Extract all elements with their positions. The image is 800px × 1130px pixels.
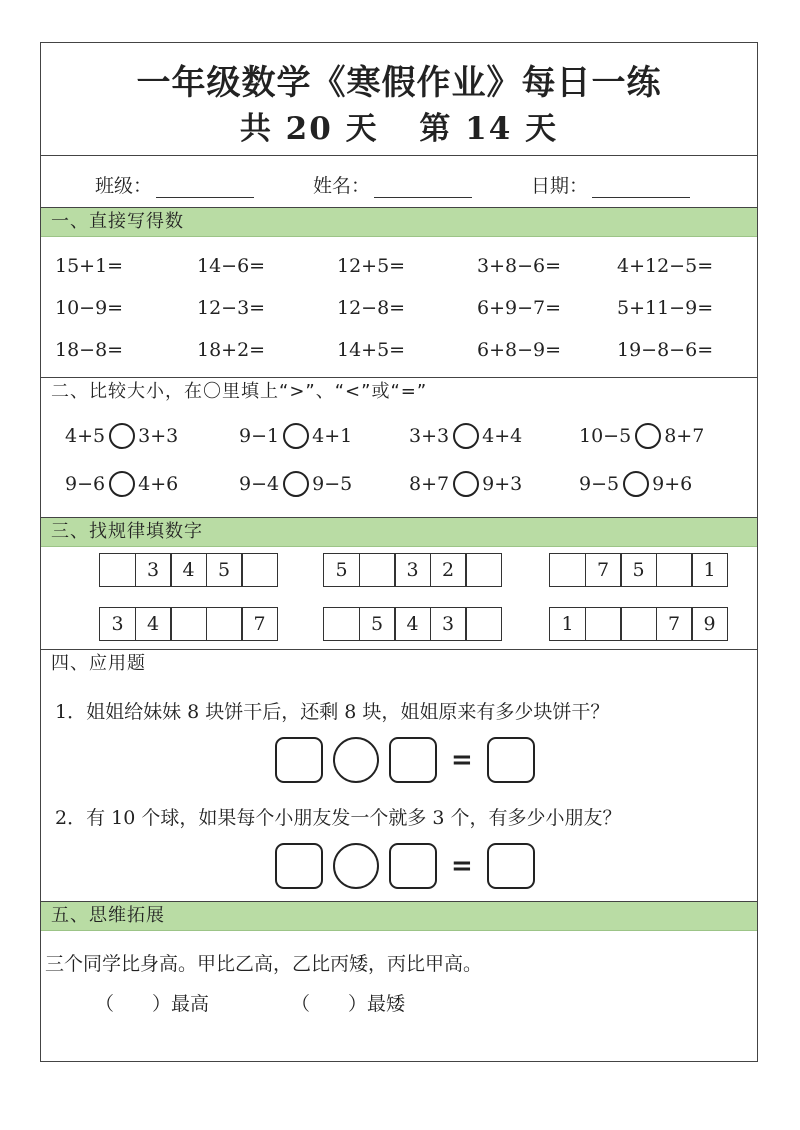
right-expression: 8+7: [664, 425, 705, 447]
number-sequence: [549, 607, 728, 641]
comparison-item: [239, 471, 352, 497]
number-sequence: [323, 553, 502, 587]
right-expression: 9+6: [652, 473, 693, 495]
left-expression: 9−1: [239, 425, 280, 447]
calc-problem: 18+2=: [197, 339, 266, 361]
word-problem-1: 1．姐姐给妹妹 8 块饼干后，还剩 8 块，姐姐原来有多少块饼干？: [55, 701, 610, 723]
left-expression: 8+7: [409, 473, 450, 495]
sequence-cell: 5: [620, 553, 657, 587]
sequence-blank-cell[interactable]: [241, 553, 278, 587]
day-counter: [41, 103, 757, 148]
comparison-item: [579, 471, 692, 497]
right-expression: 4+4: [482, 425, 523, 447]
sequence-cell: 3: [430, 607, 467, 641]
sequence-cell: 4: [394, 607, 431, 641]
equals-sign: =: [451, 851, 473, 881]
sequence-blank-cell[interactable]: [620, 607, 657, 641]
comparison-circle[interactable]: [453, 471, 479, 497]
comparison-item: [65, 471, 178, 497]
sequence-cell: 1: [549, 607, 586, 641]
comparison-circle[interactable]: [453, 423, 479, 449]
sequence-cell: 3: [99, 607, 136, 641]
answer-box[interactable]: [389, 843, 437, 889]
sequence-cell: 5: [323, 553, 360, 587]
result-box[interactable]: [487, 737, 535, 783]
number-sequence: [99, 607, 278, 641]
class-field[interactable]: [95, 171, 254, 198]
calc-problem: 12−3=: [197, 297, 266, 319]
comparison-item: [409, 471, 522, 497]
section-1-heading: 一、直接写得数: [41, 207, 757, 237]
comparison-circle[interactable]: [109, 423, 135, 449]
title-block: [41, 43, 757, 156]
sequence-cell: 5: [359, 607, 396, 641]
comparison-circle[interactable]: [635, 423, 661, 449]
right-expression: 3+3: [138, 425, 179, 447]
sequence-blank-cell[interactable]: [99, 553, 136, 587]
shortest-blank[interactable]: （ ）最矮: [291, 993, 406, 1015]
left-expression: 10−5: [579, 425, 632, 447]
sequence-blank-cell[interactable]: [585, 607, 622, 641]
answer-box[interactable]: [389, 737, 437, 783]
right-expression: 4+1: [312, 425, 353, 447]
answer-equation-1: [275, 737, 535, 783]
sequence-cell: 5: [206, 553, 243, 587]
sequence-cell: 3: [394, 553, 431, 587]
number-sequence: [323, 607, 502, 641]
comparison-item: [65, 423, 178, 449]
sequence-cell: 9: [691, 607, 728, 641]
comparison-circle[interactable]: [109, 471, 135, 497]
comparison-item: [239, 423, 352, 449]
sequence-blank-cell[interactable]: [549, 553, 586, 587]
worksheet-title: 一年级数学《寒假作业》每日一练: [136, 63, 662, 103]
calc-problem: 6+8−9=: [477, 339, 562, 361]
section-5-heading: 五、思维拓展: [41, 901, 757, 931]
answer-box[interactable]: [275, 737, 323, 783]
sequence-blank-cell[interactable]: [170, 607, 207, 641]
calc-problem: 10−9=: [55, 297, 124, 319]
calc-problem: 18−8=: [55, 339, 124, 361]
name-label: 姓名：: [313, 175, 371, 197]
operator-circle[interactable]: [333, 843, 379, 889]
sequence-cell: 7: [585, 553, 622, 587]
class-blank[interactable]: [156, 177, 254, 198]
left-expression: 9−4: [239, 473, 280, 495]
answer-equation-2: [275, 843, 535, 889]
class-label: 班级：: [95, 175, 153, 197]
reasoning-problem: 三个同学比身高。甲比乙高，乙比丙矮，丙比甲高。: [45, 953, 483, 975]
student-info-row: [41, 155, 757, 207]
comparison-circle[interactable]: [623, 471, 649, 497]
calc-problem: 4+12−5=: [617, 255, 714, 277]
sequence-cell: 2: [430, 553, 467, 587]
total-days: 共 20 天: [239, 111, 379, 147]
sequence-blank-cell[interactable]: [656, 553, 693, 587]
calc-problem: 12+5=: [337, 255, 406, 277]
calc-problem: 14+5=: [337, 339, 406, 361]
comparison-circle[interactable]: [283, 471, 309, 497]
current-day: 第 14 天: [419, 111, 559, 147]
result-box[interactable]: [487, 843, 535, 889]
calc-problem: 3+8−6=: [477, 255, 562, 277]
section-2-heading: 二、比较大小，在〇里填上“>”、“<”或“=”: [41, 377, 757, 407]
calc-problem: 14−6=: [197, 255, 266, 277]
word-problem-2: 2．有 10 个球，如果每个小朋友发一个就多 3 个，有多少小朋友？: [55, 807, 622, 829]
section-3-heading: 三、找规律填数字: [41, 517, 757, 547]
comparison-circle[interactable]: [283, 423, 309, 449]
date-field[interactable]: [531, 171, 690, 198]
sequence-cell: 3: [135, 553, 172, 587]
calc-problem: 19−8−6=: [617, 339, 714, 361]
date-blank[interactable]: [592, 177, 690, 198]
sequence-blank-cell[interactable]: [323, 607, 360, 641]
section-4-heading: 四、应用题: [41, 649, 757, 679]
worksheet: [40, 42, 758, 1062]
sequence-blank-cell[interactable]: [465, 553, 502, 587]
right-expression: 9−5: [312, 473, 353, 495]
left-expression: 4+5: [65, 425, 106, 447]
name-field[interactable]: [313, 171, 472, 198]
sequence-blank-cell[interactable]: [465, 607, 502, 641]
answer-box[interactable]: [275, 843, 323, 889]
tallest-blank[interactable]: （ ）最高: [95, 993, 210, 1015]
comparison-item: [579, 423, 704, 449]
sequence-cell: 7: [241, 607, 278, 641]
number-sequence: [99, 553, 278, 587]
calc-problem: 15+1=: [55, 255, 124, 277]
sequence-blank-cell[interactable]: [359, 553, 396, 587]
number-sequence: [549, 553, 728, 587]
left-expression: 3+3: [409, 425, 450, 447]
calc-problem: 5+11−9=: [617, 297, 714, 319]
left-expression: 9−5: [579, 473, 620, 495]
right-expression: 9+3: [482, 473, 523, 495]
sequence-cell: 4: [135, 607, 172, 641]
left-expression: 9−6: [65, 473, 106, 495]
comparison-item: [409, 423, 522, 449]
equals-sign: =: [451, 745, 473, 775]
operator-circle[interactable]: [333, 737, 379, 783]
sequence-cell: 1: [691, 553, 728, 587]
sequence-cell: 4: [170, 553, 207, 587]
sequence-blank-cell[interactable]: [206, 607, 243, 641]
right-expression: 4+6: [138, 473, 179, 495]
date-label: 日期：: [531, 175, 589, 197]
sequence-cell: 7: [656, 607, 693, 641]
calc-problem: 12−8=: [337, 297, 406, 319]
calc-problem: 6+9−7=: [477, 297, 562, 319]
name-blank[interactable]: [374, 177, 472, 198]
